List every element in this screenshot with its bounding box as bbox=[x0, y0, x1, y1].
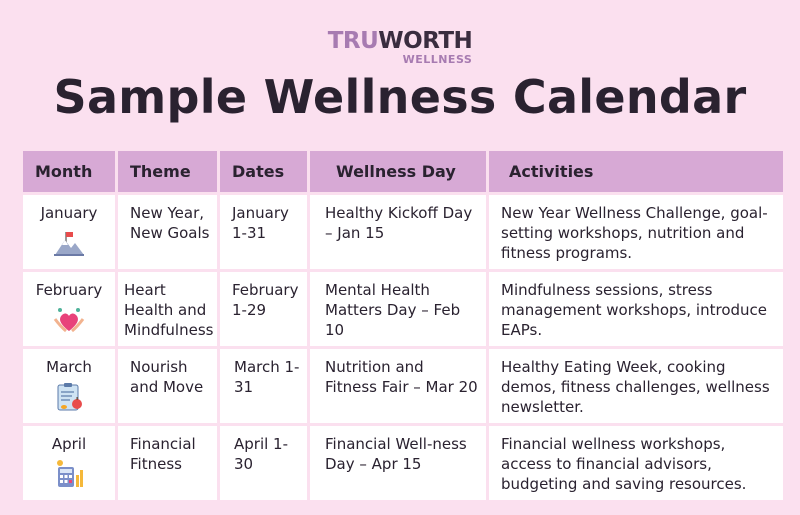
activities-cell: Financial wellness workshops, access to financial advisors, budgeting and saving resources. bbox=[489, 426, 783, 500]
logo-subtitle: WELLNESS bbox=[402, 53, 473, 66]
wellness-day-cell: Mental Health Matters Day – Feb 10 bbox=[310, 272, 486, 346]
wellness-calendar-table bbox=[20, 148, 786, 503]
month-cell bbox=[23, 426, 115, 500]
theme-cell: Financial Fitness bbox=[118, 426, 217, 500]
dates-cell: January 1-31 bbox=[220, 195, 307, 269]
dates-cell: April 1-30 bbox=[220, 426, 307, 500]
header-theme: Theme bbox=[118, 151, 217, 192]
activities-cell: Mindfulness sessions, stress management workshops, introduce EAPs. bbox=[489, 272, 783, 346]
logo-tru: TRU bbox=[327, 28, 379, 54]
dates-cell: February 1-29 bbox=[220, 272, 307, 346]
wellness-day-cell: Financial Well-ness Day – Apr 15 bbox=[310, 426, 486, 500]
month-cell bbox=[23, 349, 115, 423]
wellness-day-cell: Healthy Kickoff Day – Jan 15 bbox=[310, 195, 486, 269]
header-month: Month bbox=[23, 151, 115, 192]
clipboard-apple-icon bbox=[52, 382, 86, 412]
table-header-row bbox=[23, 151, 783, 192]
finance-calculator-icon bbox=[52, 459, 86, 489]
wellness-day-cell: Nutrition and Fitness Fair – Mar 20 bbox=[310, 349, 486, 423]
page-title: Sample Wellness Calendar bbox=[53, 70, 747, 124]
theme-cell: Nourish and Move bbox=[118, 349, 217, 423]
heart-hands-icon bbox=[52, 305, 86, 335]
mountain-flag-icon bbox=[52, 228, 86, 258]
table-row bbox=[23, 426, 783, 500]
header-activities: Activities bbox=[489, 151, 783, 192]
month-cell bbox=[23, 272, 115, 346]
theme-cell: New Year, New Goals bbox=[118, 195, 217, 269]
header-wellness-day: Wellness Day bbox=[310, 151, 486, 192]
table-row bbox=[23, 195, 783, 269]
month-label: February bbox=[35, 281, 103, 299]
month-cell bbox=[23, 195, 115, 269]
theme-cell: Heart Health and Mindfulness bbox=[118, 272, 217, 346]
table-row bbox=[23, 272, 783, 346]
logo-worth: WORTH bbox=[378, 28, 473, 54]
activities-cell: Healthy Eating Week, cooking demos, fitness challenges, wellness newsletter. bbox=[489, 349, 783, 423]
logo-wordmark bbox=[328, 30, 473, 53]
month-label: January bbox=[40, 204, 98, 222]
table-row bbox=[23, 349, 783, 423]
month-label: March bbox=[46, 358, 92, 376]
header-dates: Dates bbox=[220, 151, 307, 192]
activities-cell: New Year Wellness Challenge, goal-setting workshops, nutrition and fitness programs. bbox=[489, 195, 783, 269]
month-label: April bbox=[51, 435, 87, 453]
dates-cell: March 1-31 bbox=[220, 349, 307, 423]
truworth-logo bbox=[0, 30, 800, 66]
